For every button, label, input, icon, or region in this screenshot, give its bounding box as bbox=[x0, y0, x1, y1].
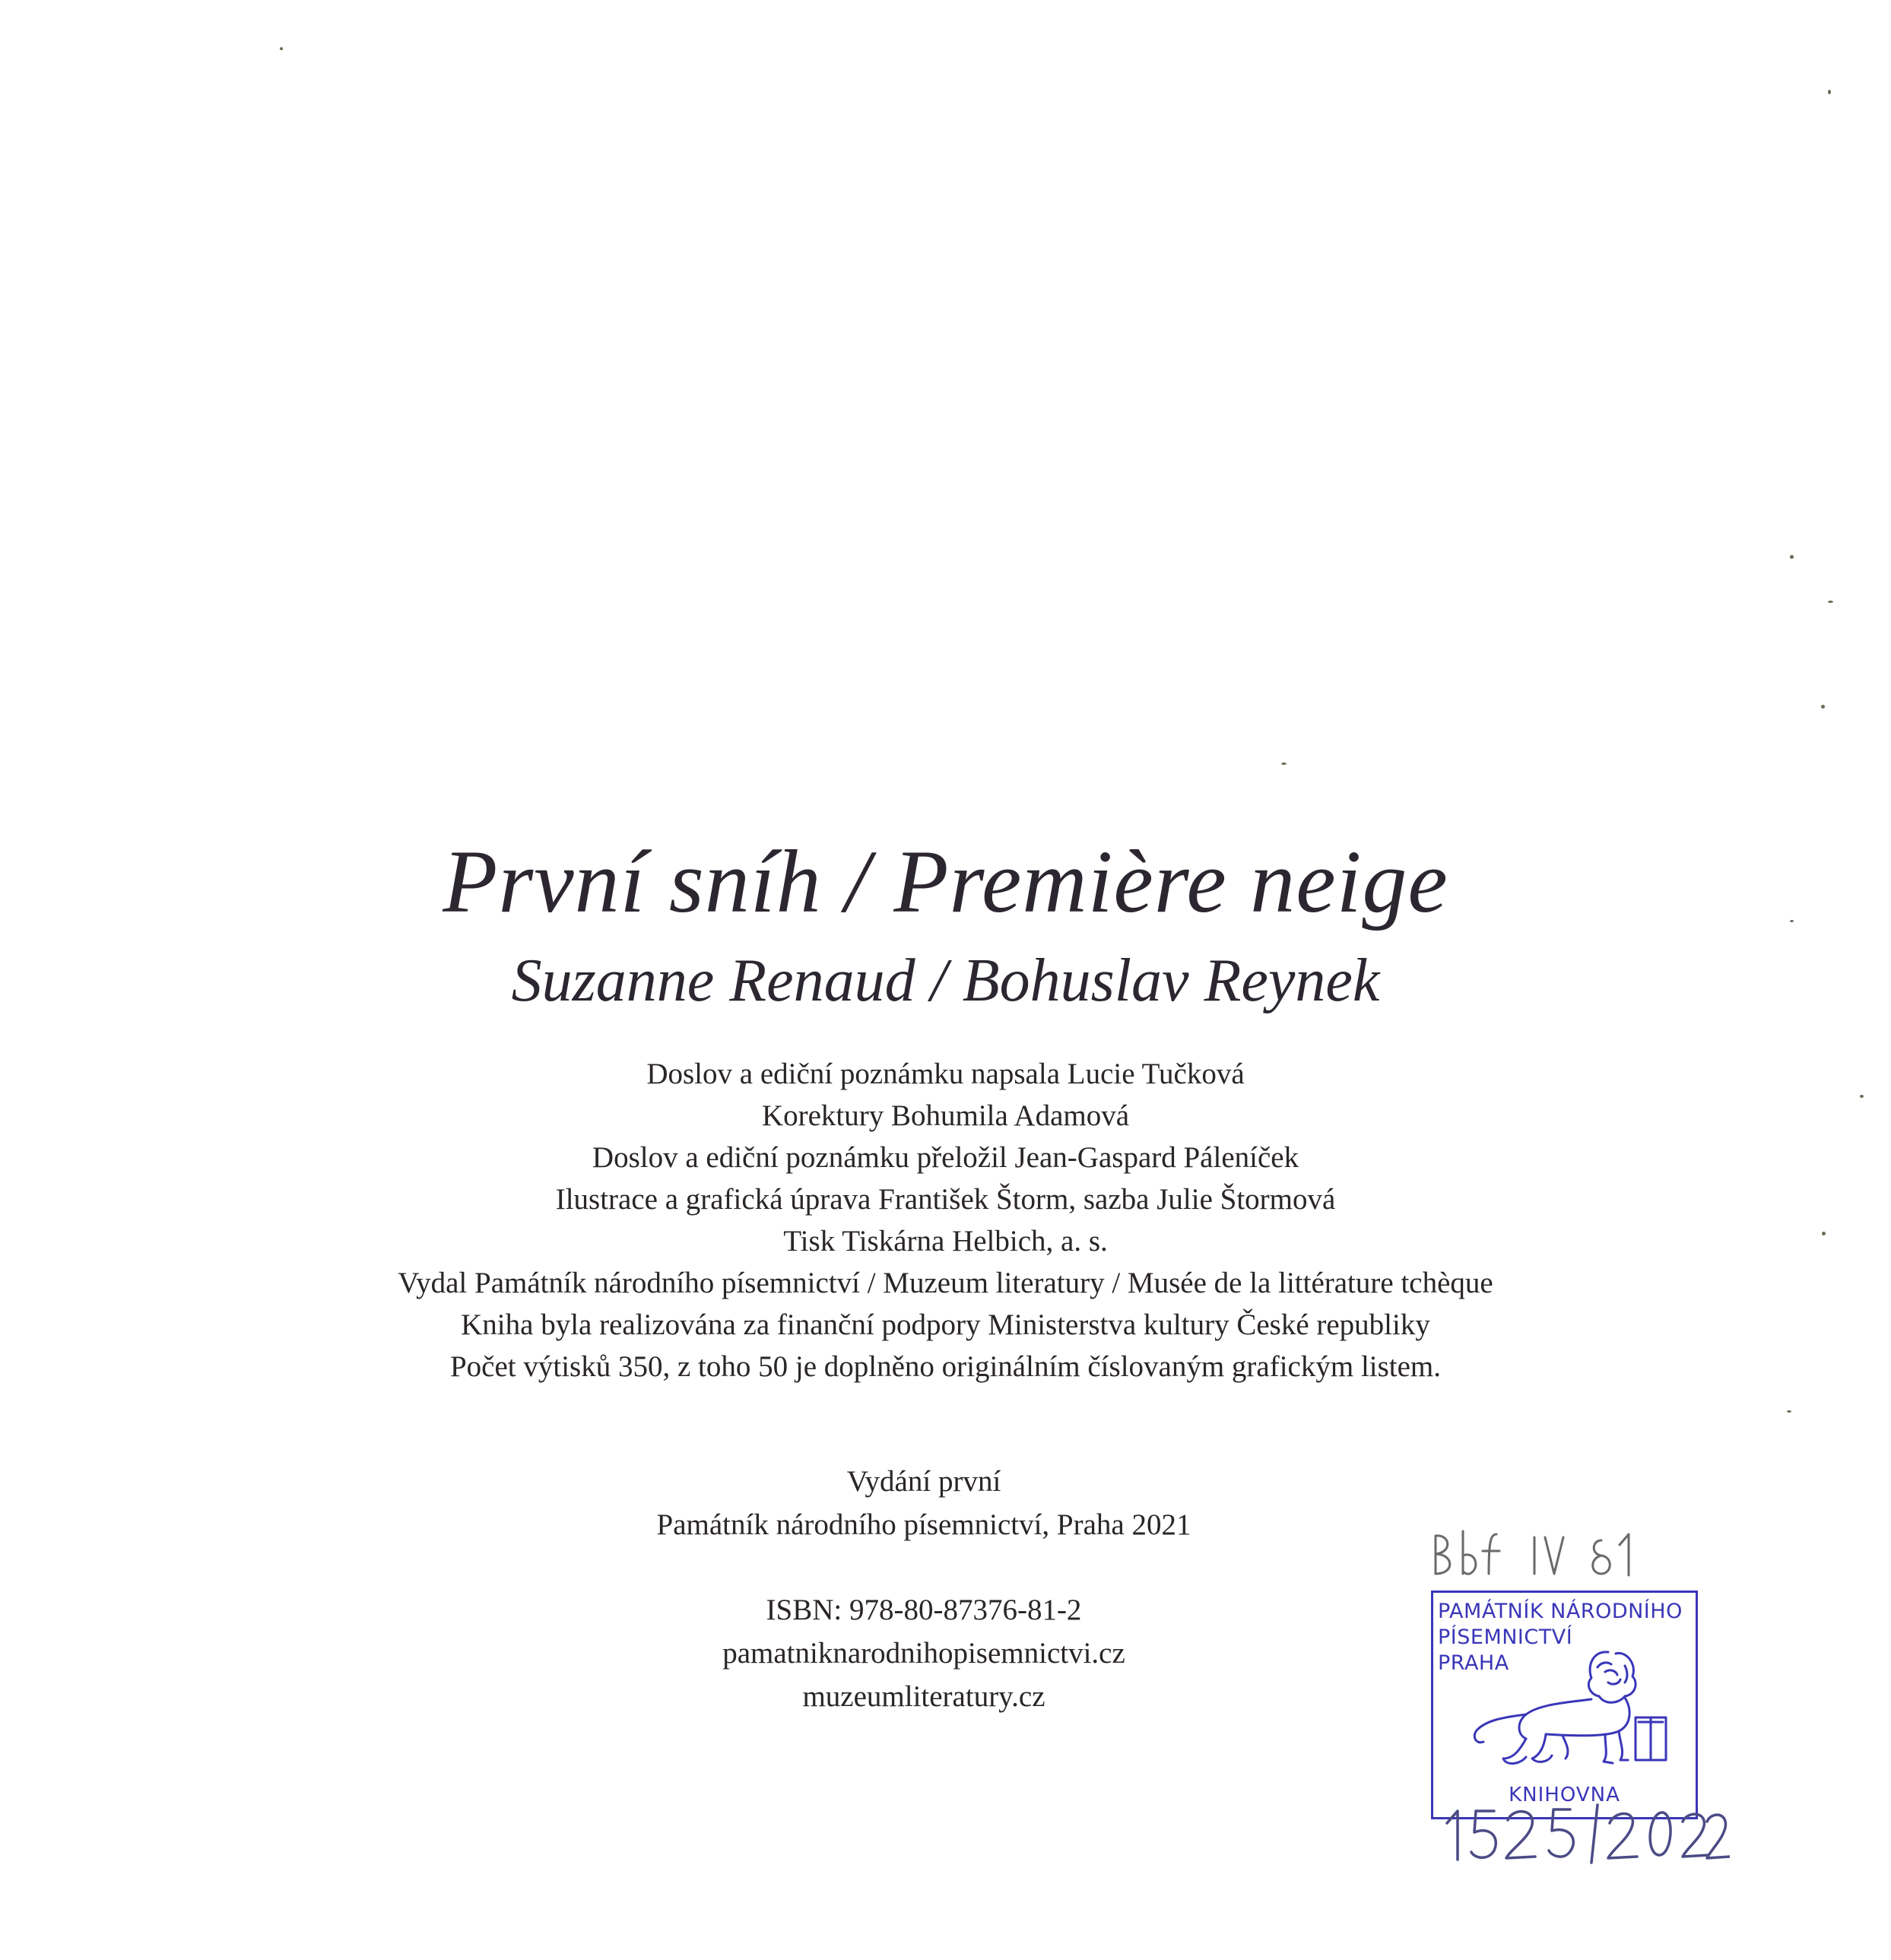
stamp-footer: KNIHOVNA bbox=[1509, 1784, 1620, 1806]
speck bbox=[1860, 1095, 1864, 1098]
credits-block bbox=[0, 1053, 1891, 1388]
book-title: První sníh / Première neige bbox=[443, 832, 1448, 931]
credit-line: Kniha byla realizována za finanční podpory Ministerstva kultury České republiky bbox=[461, 1308, 1430, 1341]
edition-label: Vydání první bbox=[846, 1465, 1001, 1498]
speck bbox=[1821, 705, 1825, 709]
handwritten-signature bbox=[1429, 1521, 1642, 1581]
speck bbox=[1281, 763, 1287, 765]
stamp-text: PÍSEMNICTVÍ bbox=[1438, 1625, 1573, 1649]
speck bbox=[1822, 1232, 1826, 1235]
stamp-text: PRAHA bbox=[1438, 1651, 1509, 1675]
credit-line: Korektury Bohumila Adamová bbox=[761, 1099, 1130, 1132]
speck bbox=[1828, 601, 1833, 603]
speck bbox=[1787, 1410, 1791, 1413]
stamp-text: PAMÁTNÍK NÁRODNÍHO bbox=[1438, 1600, 1683, 1623]
speck bbox=[1790, 555, 1794, 559]
credit-line: Počet výtisků 350, z toho 50 je doplněno originálním číslovaným grafickým listem. bbox=[449, 1350, 1442, 1383]
website-link[interactable]: muzeumliteratury.cz bbox=[802, 1680, 1045, 1713]
book-authors: Suzanne Renaud / Bohuslav Reynek bbox=[511, 947, 1380, 1014]
speck bbox=[280, 47, 283, 50]
lion-icon bbox=[1456, 1644, 1684, 1789]
credit-line: Doslov a ediční poznámku přeložil Jean-Gaspard Páleníček bbox=[592, 1141, 1299, 1174]
publisher-line: Památník národního písemnictví, Praha 2021 bbox=[656, 1508, 1191, 1541]
isbn: ISBN: 978-80-87376-81-2 bbox=[766, 1594, 1082, 1626]
library-stamp bbox=[1431, 1591, 1698, 1819]
credit-line: Ilustrace a grafická úprava František Štorm, sazba Julie Štormová bbox=[555, 1183, 1336, 1216]
credit-line: Doslov a ediční poznámku napsala Lucie Tučková bbox=[646, 1058, 1245, 1090]
credit-line: Vydal Památník národního písemnictví / Muzeum literatury / Musée de la littérature tchèque bbox=[398, 1267, 1493, 1299]
speck bbox=[1790, 920, 1794, 922]
website-link[interactable]: pamatniknarodnihopisemnictvi.cz bbox=[722, 1637, 1125, 1670]
credit-line: Tisk Tiskárna Helbich, a. s. bbox=[783, 1225, 1108, 1258]
speck bbox=[1828, 90, 1831, 94]
handwritten-registration bbox=[1441, 1794, 1730, 1870]
